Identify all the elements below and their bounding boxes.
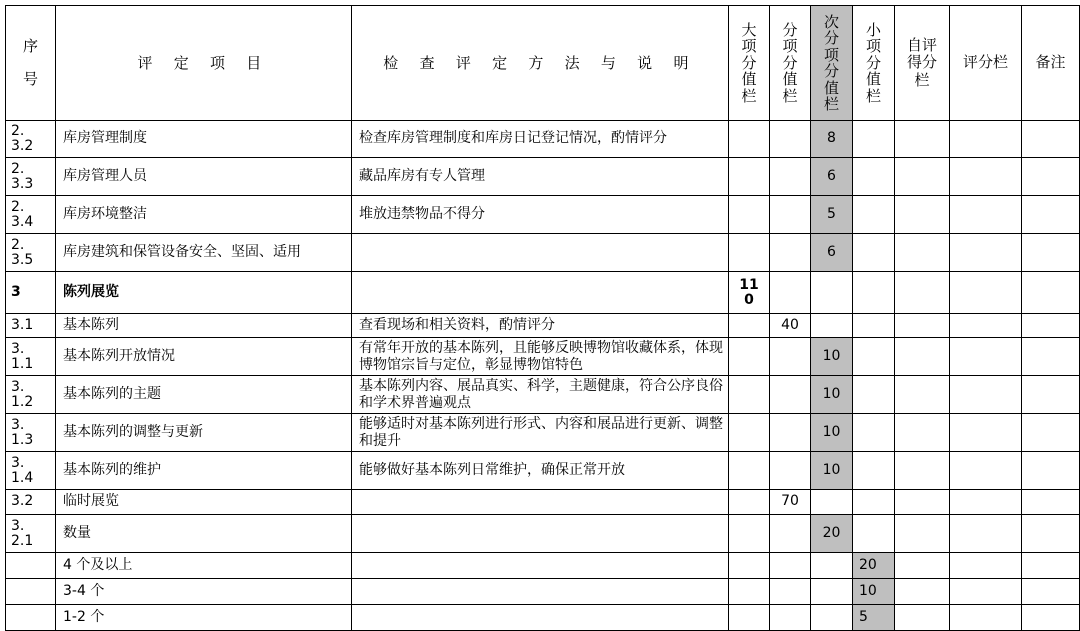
cell-seq — [6, 605, 56, 631]
table-row — [6, 234, 1080, 272]
header-small-score-text: 小项分值栏 — [865, 20, 881, 105]
cell-item: 3-4 个 — [56, 579, 352, 605]
cell-remarks[interactable] — [1022, 158, 1080, 196]
cell-next-score: 8 — [811, 121, 853, 158]
cell-self-score[interactable] — [895, 414, 950, 452]
cell-next-score — [811, 605, 853, 631]
cell-big-score — [729, 314, 770, 338]
cell-sub-score: 70 — [770, 490, 811, 515]
cell-big-score — [729, 515, 770, 553]
cell-item: 库房管理人员 — [56, 158, 352, 196]
cell-seq: 3.1 — [6, 314, 56, 338]
cell-sub-score — [770, 605, 811, 631]
cell-sub-score — [770, 196, 811, 234]
cell-remarks[interactable] — [1022, 376, 1080, 414]
cell-seq — [6, 414, 56, 452]
cell-sub-score — [770, 553, 811, 579]
header-big-score — [729, 6, 770, 121]
cell-item: 库房建筑和保管设备安全、坚固、适用 — [56, 234, 352, 272]
cell-big-score — [729, 196, 770, 234]
cell-rating[interactable] — [950, 414, 1022, 452]
cell-self-score[interactable] — [895, 515, 950, 553]
cell-big-score — [729, 579, 770, 605]
cell-item: 4 个及以上 — [56, 553, 352, 579]
table-row — [6, 196, 1080, 234]
cell-seq: 3 — [6, 272, 56, 314]
header-method: 检 查 评 定 方 法 与 说 明 — [352, 6, 729, 121]
cell-sub-score — [770, 272, 811, 314]
cell-next-score — [811, 272, 853, 314]
cell-rating[interactable] — [950, 452, 1022, 490]
cell-seq-text: 2.3.4 — [11, 198, 34, 230]
cell-next-score: 10 — [811, 338, 853, 376]
header-seq-text: 序号 — [22, 37, 38, 88]
cell-self-score[interactable] — [895, 314, 950, 338]
cell-seq — [6, 579, 56, 605]
header-self-score-text: 自评得分栏 — [906, 36, 937, 89]
cell-big-score — [729, 158, 770, 196]
cell-self-score[interactable] — [895, 158, 950, 196]
header-small-score — [853, 6, 895, 121]
cell-small-score — [853, 338, 895, 376]
cell-seq — [6, 338, 56, 376]
cell-seq-text: 3.2.1 — [11, 517, 34, 549]
table-row — [6, 338, 1080, 376]
table-row — [6, 158, 1080, 196]
cell-big-score — [729, 553, 770, 579]
cell-item: 基本陈列的主题 — [56, 376, 352, 414]
header-sub-score-text: 分项分值栏 — [782, 20, 798, 105]
cell-self-score[interactable] — [895, 376, 950, 414]
cell-small-score — [853, 158, 895, 196]
cell-seq-text: 3.1.3 — [11, 416, 34, 448]
cell-remarks[interactable] — [1022, 553, 1080, 579]
cell-seq-text: 3.1.2 — [11, 378, 34, 410]
cell-big-score — [729, 121, 770, 158]
cell-small-score — [853, 414, 895, 452]
cell-rating[interactable] — [950, 314, 1022, 338]
cell-small-score — [853, 314, 895, 338]
cell-next-score — [811, 490, 853, 515]
cell-item: 基本陈列的调整与更新 — [56, 414, 352, 452]
cell-small-score — [853, 272, 895, 314]
cell-small-score — [853, 196, 895, 234]
cell-method — [352, 515, 729, 553]
table-row — [6, 515, 1080, 553]
cell-seq-text: 3.1.1 — [11, 340, 34, 372]
cell-method — [352, 579, 729, 605]
table-row — [6, 452, 1080, 490]
cell-item: 数量 — [56, 515, 352, 553]
cell-next-score — [811, 314, 853, 338]
cell-seq-text: 2.3.5 — [11, 236, 34, 268]
cell-sub-score — [770, 121, 811, 158]
cell-item: 基本陈列开放情况 — [56, 338, 352, 376]
header-item: 评 定 项 目 — [56, 6, 352, 121]
cell-big-score — [729, 605, 770, 631]
cell-self-score[interactable] — [895, 272, 950, 314]
cell-method — [352, 376, 729, 414]
cell-small-score — [853, 121, 895, 158]
cell-small-score — [853, 452, 895, 490]
evaluation-table — [5, 5, 1080, 631]
cell-method — [352, 605, 729, 631]
cell-method-text: 能够适时对基本陈列进行形式、内容和展品进行更新、调整和提升 — [359, 416, 723, 449]
header-seq — [6, 6, 56, 121]
cell-seq — [6, 553, 56, 579]
header-next-score — [811, 6, 853, 121]
cell-seq-text: 2.3.2 — [11, 123, 34, 154]
cell-self-score[interactable] — [895, 605, 950, 631]
cell-seq — [6, 196, 56, 234]
cell-big-score — [729, 490, 770, 515]
cell-big-score — [729, 414, 770, 452]
cell-method — [352, 490, 729, 515]
cell-remarks[interactable] — [1022, 605, 1080, 631]
cell-method: 能够做好基本陈列日常维护，确保正常开放 — [352, 452, 729, 490]
cell-rating[interactable] — [950, 376, 1022, 414]
cell-rating[interactable] — [950, 579, 1022, 605]
cell-item: 基本陈列的维护 — [56, 452, 352, 490]
cell-sub-score — [770, 234, 811, 272]
cell-remarks[interactable] — [1022, 515, 1080, 553]
header-remarks: 备注 — [1022, 6, 1080, 121]
cell-rating[interactable] — [950, 121, 1022, 158]
cell-method — [352, 234, 729, 272]
cell-small-score: 5 — [853, 605, 895, 631]
cell-method-text: 基本陈列内容、展品真实、科学，主题健康，符合公序良俗和学术界普遍观点 — [359, 378, 723, 411]
cell-big-score — [729, 452, 770, 490]
cell-big-score — [729, 376, 770, 414]
cell-next-score: 10 — [811, 452, 853, 490]
cell-sub-score — [770, 579, 811, 605]
cell-next-score: 5 — [811, 196, 853, 234]
table-row — [6, 414, 1080, 452]
cell-sub-score — [770, 376, 811, 414]
cell-sub-score: 40 — [770, 314, 811, 338]
cell-item: 临时展览 — [56, 490, 352, 515]
cell-remarks[interactable] — [1022, 579, 1080, 605]
cell-seq — [6, 452, 56, 490]
cell-next-score: 10 — [811, 414, 853, 452]
cell-remarks[interactable] — [1022, 414, 1080, 452]
header-big-score-text: 大项分值栏 — [741, 20, 757, 105]
cell-big-score — [729, 272, 770, 314]
table-row — [6, 605, 1080, 631]
cell-item: 陈列展览 — [56, 272, 352, 314]
cell-method-text: 有常年开放的基本陈列，且能够反映博物馆收藏体系，体现博物馆宗旨与定位，彰显博物馆特色 — [359, 340, 723, 373]
cell-remarks[interactable] — [1022, 272, 1080, 314]
cell-big-score — [729, 338, 770, 376]
cell-method: 藏品库房有专人管理 — [352, 158, 729, 196]
cell-method — [352, 414, 729, 452]
cell-small-score: 20 — [853, 553, 895, 579]
cell-method — [352, 553, 729, 579]
cell-method: 查看现场和相关资料，酌情评分 — [352, 314, 729, 338]
header-row — [6, 6, 1080, 121]
cell-seq — [6, 234, 56, 272]
cell-next-score: 10 — [811, 376, 853, 414]
table-row — [6, 553, 1080, 579]
cell-self-score[interactable] — [895, 234, 950, 272]
cell-remarks[interactable] — [1022, 234, 1080, 272]
cell-next-score — [811, 553, 853, 579]
cell-remarks[interactable] — [1022, 314, 1080, 338]
cell-rating[interactable] — [950, 158, 1022, 196]
cell-item: 库房管理制度 — [56, 121, 352, 158]
cell-remarks[interactable] — [1022, 121, 1080, 158]
cell-self-score[interactable] — [895, 452, 950, 490]
table-row — [6, 376, 1080, 414]
table-row — [6, 272, 1080, 314]
cell-rating[interactable] — [950, 234, 1022, 272]
cell-sub-score — [770, 452, 811, 490]
cell-rating[interactable] — [950, 490, 1022, 515]
cell-big-score-text: 110 — [739, 276, 759, 308]
cell-seq-text: 2.3.3 — [11, 160, 34, 192]
header-self-score — [895, 6, 950, 121]
cell-rating[interactable] — [950, 515, 1022, 553]
cell-seq — [6, 121, 56, 158]
cell-method: 堆放违禁物品不得分 — [352, 196, 729, 234]
cell-item: 基本陈列 — [56, 314, 352, 338]
cell-remarks[interactable] — [1022, 452, 1080, 490]
cell-small-score — [853, 234, 895, 272]
cell-rating[interactable] — [950, 338, 1022, 376]
cell-seq: 3.2 — [6, 490, 56, 515]
cell-self-score[interactable] — [895, 196, 950, 234]
cell-item: 1-2 个 — [56, 605, 352, 631]
cell-sub-score — [770, 414, 811, 452]
header-rating: 评分栏 — [950, 6, 1022, 121]
cell-self-score[interactable] — [895, 553, 950, 579]
cell-rating[interactable] — [950, 272, 1022, 314]
cell-self-score[interactable] — [895, 121, 950, 158]
cell-next-score: 6 — [811, 158, 853, 196]
cell-item: 库房环境整洁 — [56, 196, 352, 234]
cell-sub-score — [770, 338, 811, 376]
cell-self-score[interactable] — [895, 338, 950, 376]
table-row — [6, 314, 1080, 338]
table-row — [6, 121, 1080, 158]
cell-remarks[interactable] — [1022, 338, 1080, 376]
cell-rating[interactable] — [950, 605, 1022, 631]
cell-rating[interactable] — [950, 553, 1022, 579]
cell-method — [352, 338, 729, 376]
header-next-score-text: 次分项分值栏 — [823, 12, 839, 113]
cell-method — [352, 272, 729, 314]
cell-method: 检查库房管理制度和库房日记登记情况，酌情评分 — [352, 121, 729, 158]
cell-next-score: 20 — [811, 515, 853, 553]
table-row — [6, 579, 1080, 605]
cell-next-score — [811, 579, 853, 605]
cell-sub-score — [770, 515, 811, 553]
table-row — [6, 490, 1080, 515]
cell-small-score — [853, 490, 895, 515]
cell-big-score — [729, 234, 770, 272]
cell-remarks[interactable] — [1022, 196, 1080, 234]
cell-self-score[interactable] — [895, 490, 950, 515]
cell-seq — [6, 515, 56, 553]
cell-seq — [6, 158, 56, 196]
cell-rating[interactable] — [950, 196, 1022, 234]
cell-sub-score — [770, 158, 811, 196]
cell-small-score — [853, 376, 895, 414]
cell-next-score: 6 — [811, 234, 853, 272]
cell-seq-text: 3.1.4 — [11, 454, 34, 486]
header-sub-score — [770, 6, 811, 121]
cell-self-score[interactable] — [895, 579, 950, 605]
cell-seq — [6, 376, 56, 414]
cell-small-score: 10 — [853, 579, 895, 605]
cell-small-score — [853, 515, 895, 553]
cell-remarks[interactable] — [1022, 490, 1080, 515]
